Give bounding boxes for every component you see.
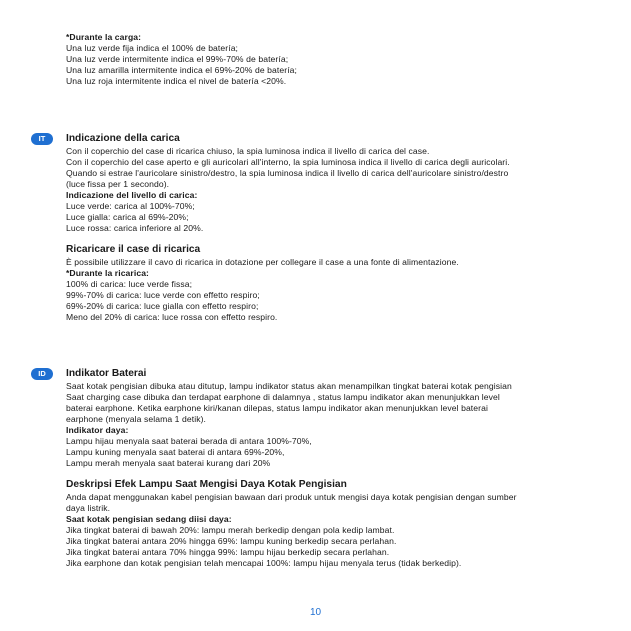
it-level-heading: Indicazione del livello di carica:	[66, 190, 198, 200]
it-section	[66, 132, 596, 323]
id-power-line: Lampu hijau menyala saat baterai berada di antara 100%-70%,	[66, 436, 312, 446]
es-line: Una luz amarilla intermitente indica el 69%-20% de batería;	[66, 65, 298, 75]
it-during-line: 100% di carica: luce verde fissa;	[66, 279, 193, 289]
page-number: 10	[309, 607, 322, 618]
id-line: Saat charging case dibuka dan terdapat earphone di dalamnya , status lampu indikator akan menunjukkan level	[66, 392, 500, 402]
it-during-line: 69%-20% di carica: luce gialla con effetto respiro;	[66, 301, 259, 311]
it-level-line: Luce verde: carica al 100%-70%;	[66, 201, 195, 211]
id-power-heading: Indikator daya:	[66, 425, 129, 435]
language-badge-it: IT	[31, 133, 53, 145]
id-desc-line: daya listrik.	[66, 503, 111, 513]
it-recharge-intro: È possibile utilizzare il cavo di ricarica in dotazione per collegare il case a una fonte di alimentazione.	[66, 257, 459, 267]
it-line: Quando si estrae l'auricolare sinistro/destro, la spia luminosa indica il livello di carica dell'auricolare sinistro/destro	[66, 168, 509, 178]
es-line: Una luz roja intermitente indica el nivel de batería <20%.	[66, 76, 287, 86]
it-section-title: Indicazione della carica	[66, 133, 180, 144]
id-charging-line: Jika tingkat baterai antara 20% hingga 69%: lampu kuning berkedip secara perlahan.	[66, 536, 397, 546]
it-line: (luce fissa per 1 secondo).	[66, 179, 170, 189]
id-line: baterai earphone. Ketika earphone kiri/kanan dilepas, status lampu indikator akan menunjukkan level baterai	[66, 403, 488, 413]
id-line: earphone (menyala selama 1 detik).	[66, 414, 207, 424]
id-section-title: Indikator Baterai	[66, 368, 147, 379]
id-charging-line: Jika tingkat baterai antara 70% hingga 99%: lampu hijau berkedip secara perlahan.	[66, 547, 390, 557]
es-line: Una luz verde fija indica el 100% de batería;	[66, 43, 239, 53]
id-power-line: Lampu merah menyala saat baterai kurang dari 20%	[66, 458, 271, 468]
id-line: Saat kotak pengisian dibuka atau ditutup, lampu indikator status akan menampilkan tingkat baterai kotak pengisian	[66, 381, 512, 391]
es-line: Una luz verde intermitente indica el 99%-70% de batería;	[66, 54, 289, 64]
it-line: Con il coperchio del case aperto e gli auricolari all'interno, la spia luminosa indica il livello di carica degli auricolari.	[66, 157, 510, 167]
es-charging-heading: *Durante la carga:	[66, 32, 142, 42]
id-desc-line: Anda dapat menggunakan kabel pengisian bawaan dari produk untuk mengisi daya kotak pengisian dengan sumber	[66, 492, 517, 502]
it-during-line: 99%-70% di carica: luce verde con effetto respiro;	[66, 290, 260, 300]
id-charging-line: Jika earphone dan kotak pengisian telah mencapai 100%: lampu hijau menyala terus (tidak berkedip).	[66, 558, 462, 568]
language-badge-id: ID	[31, 368, 53, 380]
it-level-line: Luce gialla: carica al 69%-20%;	[66, 212, 189, 222]
id-power-line: Lampu kuning menyala saat baterai di antara 69%-20%,	[66, 447, 285, 457]
it-level-line: Luce rossa: carica inferiore al 20%.	[66, 223, 204, 233]
it-line: Con il coperchio del case di ricarica chiuso, la spia luminosa indica il livello di carica del case.	[66, 146, 430, 156]
es-charging-block	[66, 32, 596, 87]
id-charging-line: Jika tingkat baterai di bawah 20%: lampu merah berkedip dengan pola kedip lambat.	[66, 525, 395, 535]
id-desc-title: Deskripsi Efek Lampu Saat Mengisi Daya Kotak Pengisian	[66, 479, 347, 490]
it-recharge-title: Ricaricare il case di ricarica	[66, 244, 201, 255]
id-charging-heading: Saat kotak pengisian sedang diisi daya:	[66, 514, 232, 524]
it-during-heading: *Durante la ricarica:	[66, 268, 150, 278]
it-during-line: Meno del 20% di carica: luce rossa con effetto respiro.	[66, 312, 278, 322]
id-section	[66, 367, 596, 569]
